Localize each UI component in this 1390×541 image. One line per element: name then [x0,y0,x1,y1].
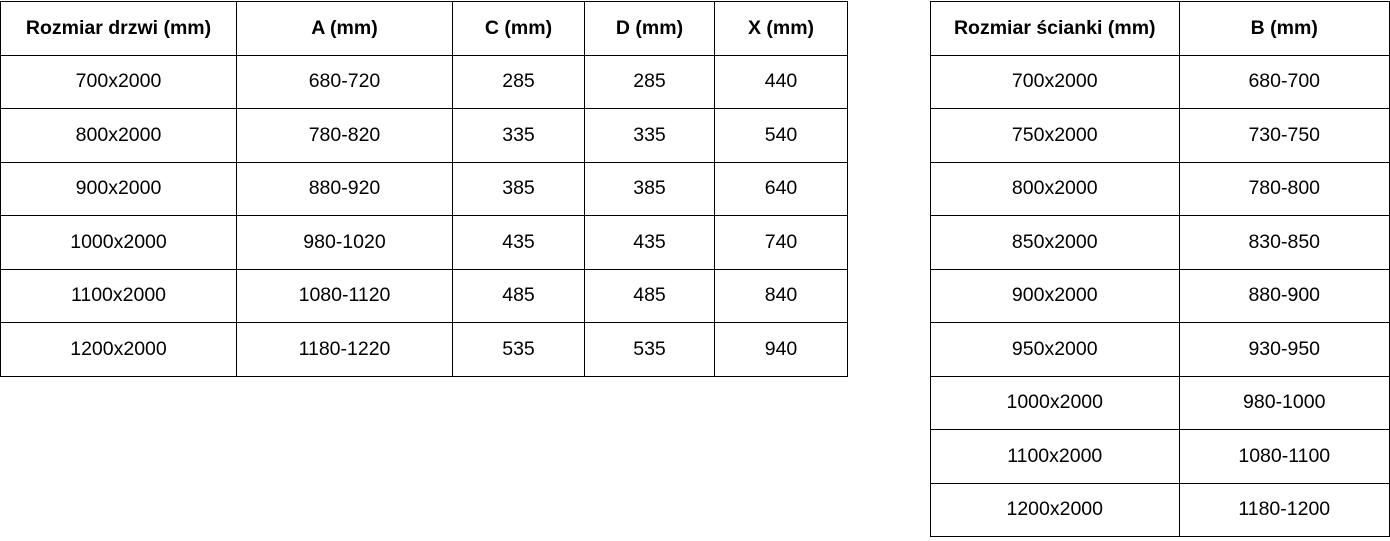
cell-wall-size: 700x2000 [931,55,1180,109]
cell-b: 880-900 [1179,269,1390,323]
cell-x: 740 [715,216,848,270]
column-header-a: A (mm) [237,2,453,56]
cell-c: 285 [453,55,585,109]
cell-wall-size: 1200x2000 [931,483,1180,537]
table-row [931,430,1390,484]
cell-d: 435 [585,216,715,270]
cell-c: 335 [453,109,585,163]
cell-wall-size: 800x2000 [931,162,1180,216]
cell-a: 980-1020 [237,216,453,270]
column-header-c: C (mm) [453,2,585,56]
cell-door-size: 900x2000 [1,162,237,216]
cell-x: 540 [715,109,848,163]
cell-wall-size: 950x2000 [931,323,1180,377]
table-row [1,162,848,216]
table-row [931,483,1390,537]
cell-door-size: 700x2000 [1,55,237,109]
cell-door-size: 1000x2000 [1,216,237,270]
cell-b: 780-800 [1179,162,1390,216]
cell-b: 830-850 [1179,216,1390,270]
cell-c: 385 [453,162,585,216]
cell-b: 1080-1100 [1179,430,1390,484]
cell-a: 1180-1220 [237,323,453,377]
table-row [931,162,1390,216]
cell-door-size: 800x2000 [1,109,237,163]
table-row [1,323,848,377]
table-row [931,55,1390,109]
cell-a: 880-920 [237,162,453,216]
table-row [931,216,1390,270]
column-header-b: B (mm) [1179,2,1390,56]
cell-x: 940 [715,323,848,377]
table-row [1,269,848,323]
table-header-row [931,2,1390,56]
wall-size-table [930,1,1390,537]
cell-x: 640 [715,162,848,216]
table-row [931,376,1390,430]
table-row [931,109,1390,163]
cell-d: 485 [585,269,715,323]
column-header-d: D (mm) [585,2,715,56]
cell-b: 730-750 [1179,109,1390,163]
column-header-x: X (mm) [715,2,848,56]
cell-c: 485 [453,269,585,323]
cell-a: 1080-1120 [237,269,453,323]
cell-d: 385 [585,162,715,216]
column-header-wall-size: Rozmiar ścianki (mm) [931,2,1180,56]
table-header-row [1,2,848,56]
table-row [1,216,848,270]
cell-d: 335 [585,109,715,163]
cell-door-size: 1200x2000 [1,323,237,377]
cell-b: 1180-1200 [1179,483,1390,537]
cell-wall-size: 850x2000 [931,216,1180,270]
table-row [1,55,848,109]
cell-d: 535 [585,323,715,377]
column-header-door-size: Rozmiar drzwi (mm) [1,2,237,56]
table-row [931,269,1390,323]
table-row [931,323,1390,377]
cell-x: 840 [715,269,848,323]
cell-b: 930-950 [1179,323,1390,377]
cell-a: 780-820 [237,109,453,163]
table-row [1,109,848,163]
cell-b: 680-700 [1179,55,1390,109]
door-size-table [0,1,848,377]
cell-a: 680-720 [237,55,453,109]
cell-x: 440 [715,55,848,109]
cell-wall-size: 750x2000 [931,109,1180,163]
cell-wall-size: 900x2000 [931,269,1180,323]
cell-d: 285 [585,55,715,109]
cell-c: 535 [453,323,585,377]
cell-door-size: 1100x2000 [1,269,237,323]
cell-wall-size: 1100x2000 [931,430,1180,484]
cell-c: 435 [453,216,585,270]
cell-wall-size: 1000x2000 [931,376,1180,430]
cell-b: 980-1000 [1179,376,1390,430]
